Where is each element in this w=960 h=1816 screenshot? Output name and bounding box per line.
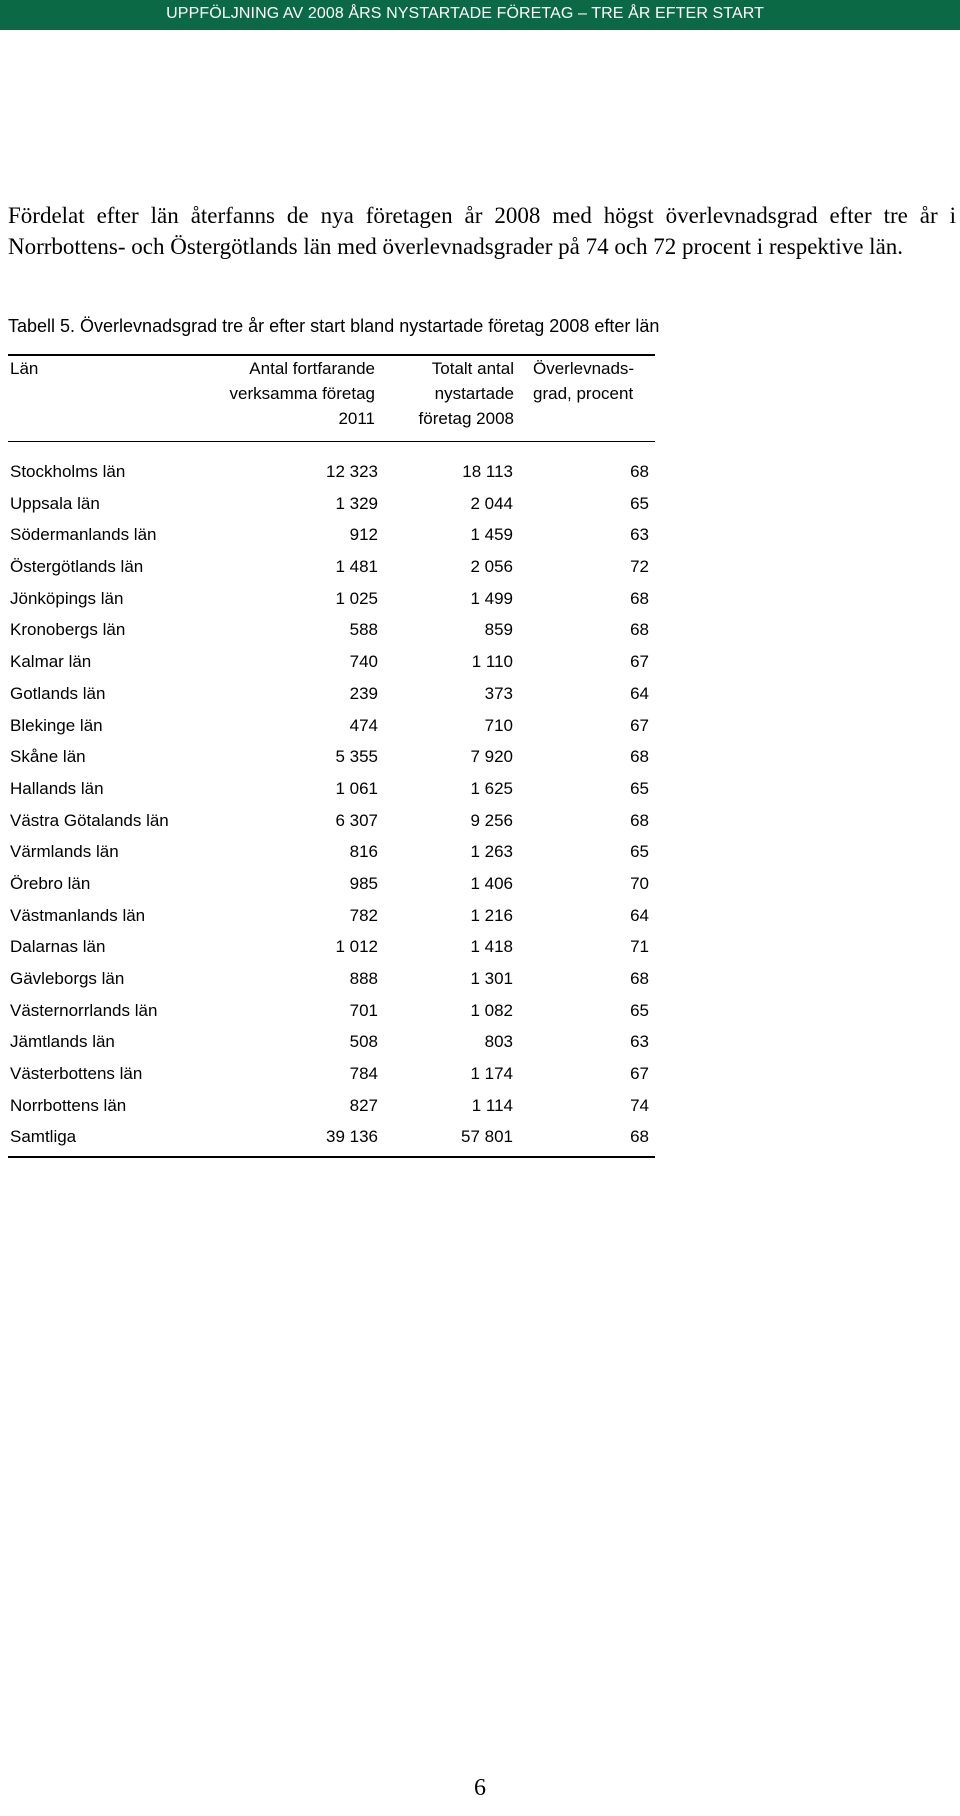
table-row: [0, 805, 960, 837]
row-name: Hallands län: [10, 778, 104, 798]
column-header-survival-rate: [533, 356, 634, 406]
table-caption: Tabell 5. Överlevnadsgrad tre år efter start bland nystartade företag 2008 efter län: [8, 316, 660, 336]
row-remaining-firms: 5 355: [335, 747, 378, 767]
row-name: Skåne län: [10, 747, 86, 767]
row-name: Dalarnas län: [10, 937, 106, 957]
table-row: [0, 1121, 960, 1153]
table-row: [0, 710, 960, 742]
table-row: [0, 583, 960, 615]
row-survival-rate: 74: [630, 1095, 649, 1115]
column-header-line: Överlevnads-: [533, 359, 635, 378]
column-header-total-started: [419, 356, 514, 431]
page-number: [0, 1775, 960, 1802]
row-remaining-firms: 985: [349, 873, 378, 893]
row-name: Gotlands län: [10, 683, 106, 703]
table-row: [0, 741, 960, 773]
row-total-started: 9 256: [470, 810, 513, 830]
table-body: [0, 456, 960, 1153]
row-survival-rate: 65: [630, 1000, 649, 1020]
row-survival-rate: 65: [630, 778, 649, 798]
row-name: Stockholms län: [10, 462, 126, 481]
body-paragraph: Fördelat efter län återfanns de nya företagen år 2008 med högst överlevnadsgrad efter tre år i Norrbottens- och Östergötlands län med överlevnadsgrader på 74 och 72 procent i respektive län.: [8, 203, 956, 259]
row-name: Jämtlands län: [10, 1032, 115, 1052]
row-total-started: 1 406: [470, 873, 513, 893]
table-row: [0, 456, 960, 488]
row-remaining-firms: 740: [349, 652, 378, 672]
row-total-started: 1 110: [471, 652, 513, 672]
row-survival-rate: 72: [630, 557, 649, 577]
row-name: Östergötlands län: [10, 557, 144, 577]
row-survival-rate: 68: [630, 969, 649, 988]
table-header-rule: [8, 441, 655, 442]
row-name: Blekinge län: [10, 715, 103, 735]
row-name: Kalmar län: [10, 652, 92, 672]
row-name: Uppsala län: [10, 493, 100, 513]
header-bar: [0, 0, 960, 30]
row-name: Samtliga: [10, 1127, 77, 1147]
table-row: [0, 868, 960, 900]
row-total-started: 859: [484, 620, 513, 640]
row-remaining-firms: 1 025: [335, 588, 378, 608]
column-header-remaining-firms: [230, 356, 376, 431]
row-name: Södermanlands län: [10, 525, 157, 545]
row-survival-rate: 64: [630, 683, 649, 703]
table-row: [0, 963, 960, 995]
row-survival-rate: 68: [630, 1127, 649, 1147]
table-row: [0, 1058, 960, 1090]
row-remaining-firms: 588: [349, 620, 378, 640]
row-total-started: 803: [484, 1032, 513, 1052]
row-name: Örebro län: [10, 873, 91, 893]
column-header-line: grad, procent: [533, 384, 634, 403]
table-row: [0, 1090, 960, 1122]
row-remaining-firms: 782: [349, 905, 378, 925]
table-row: [0, 900, 960, 932]
page-number-text: 6: [474, 1775, 486, 1801]
table-row: [0, 519, 960, 551]
row-survival-rate: 65: [630, 842, 649, 862]
row-remaining-firms: 912: [349, 525, 378, 545]
row-survival-rate: 71: [630, 937, 649, 957]
row-survival-rate: 64: [630, 905, 649, 925]
row-remaining-firms: 888: [349, 969, 378, 988]
table-row: [0, 931, 960, 963]
row-total-started: 18 113: [462, 462, 513, 481]
row-name: Västernorrlands län: [10, 1000, 158, 1020]
row-remaining-firms: 1 061: [335, 778, 378, 798]
row-survival-rate: 68: [630, 462, 649, 481]
row-total-started: 1 082: [470, 1000, 513, 1020]
row-remaining-firms: 827: [349, 1095, 378, 1115]
row-name: Norrbottens län: [10, 1095, 127, 1115]
row-total-started: 1 114: [471, 1095, 513, 1115]
row-total-started: 1 301: [470, 969, 513, 988]
row-survival-rate: 68: [630, 588, 649, 608]
table-row: [0, 488, 960, 520]
table-row: [0, 551, 960, 583]
row-remaining-firms: 1 329: [335, 493, 378, 513]
row-survival-rate: 70: [630, 873, 649, 893]
table-row: [0, 646, 960, 678]
row-remaining-firms: 1 012: [335, 937, 378, 957]
row-survival-rate: 63: [630, 1032, 649, 1052]
row-survival-rate: 68: [630, 810, 649, 830]
row-survival-rate: 68: [630, 620, 649, 640]
row-remaining-firms: 508: [349, 1032, 378, 1052]
table-row: [0, 614, 960, 646]
row-survival-rate: 63: [630, 525, 649, 545]
row-survival-rate: 68: [630, 747, 649, 767]
column-header-line: Antal fortfarande: [249, 359, 375, 378]
row-total-started: 1 625: [470, 778, 513, 798]
row-survival-rate: 67: [630, 1064, 649, 1084]
row-total-started: 1 499: [470, 588, 513, 608]
table-row: [0, 995, 960, 1027]
row-total-started: 1 216: [470, 905, 513, 925]
table-bottom-rule: [8, 1156, 655, 1158]
row-name: Kronobergs län: [10, 620, 126, 640]
row-remaining-firms: 474: [349, 715, 378, 735]
column-header-line: Totalt antal: [431, 359, 514, 378]
table-row: [0, 773, 960, 805]
column-header-line: företag 2008: [418, 409, 514, 428]
row-total-started: 710: [484, 715, 513, 735]
row-remaining-firms: 816: [349, 842, 378, 862]
row-name: Västmanlands län: [10, 905, 146, 925]
header-title: UPPFÖLJNING AV 2008 ÅRS NYSTARTADE FÖRETAG – TRE ÅR EFTER START: [166, 5, 764, 22]
row-total-started: 57 801: [461, 1127, 513, 1147]
table-row: [0, 836, 960, 868]
row-name: Västra Götalands län: [10, 810, 169, 830]
row-survival-rate: 67: [630, 715, 649, 735]
row-total-started: 7 920: [470, 747, 513, 767]
row-total-started: 1 174: [470, 1064, 513, 1084]
row-survival-rate: 67: [630, 652, 649, 672]
row-total-started: 1 418: [470, 937, 513, 957]
column-header-line: verksamma företag: [229, 384, 375, 403]
row-remaining-firms: 784: [349, 1064, 378, 1084]
row-name: Gävleborgs län: [10, 969, 125, 988]
row-remaining-firms: 239: [349, 683, 378, 703]
column-header-line: nystartade: [434, 384, 514, 403]
row-remaining-firms: 6 307: [335, 810, 378, 830]
row-remaining-firms: 701: [349, 1000, 378, 1020]
row-total-started: 2 044: [470, 493, 513, 513]
column-header-line: 2011: [338, 409, 375, 428]
table-row: [0, 1026, 960, 1058]
row-total-started: 1 459: [470, 525, 513, 545]
table-row: [0, 678, 960, 710]
row-name: Värmlands län: [10, 842, 119, 862]
column-header-lan: Län: [10, 359, 39, 378]
row-remaining-firms: 12 323: [326, 462, 378, 481]
row-remaining-firms: 39 136: [326, 1127, 378, 1147]
row-total-started: 1 263: [470, 842, 513, 862]
row-name: Jönköpings län: [10, 588, 124, 608]
row-remaining-firms: 1 481: [335, 557, 378, 577]
row-name: Västerbottens län: [10, 1064, 143, 1084]
row-survival-rate: 65: [630, 493, 649, 513]
row-total-started: 373: [484, 683, 513, 703]
row-total-started: 2 056: [470, 557, 513, 577]
